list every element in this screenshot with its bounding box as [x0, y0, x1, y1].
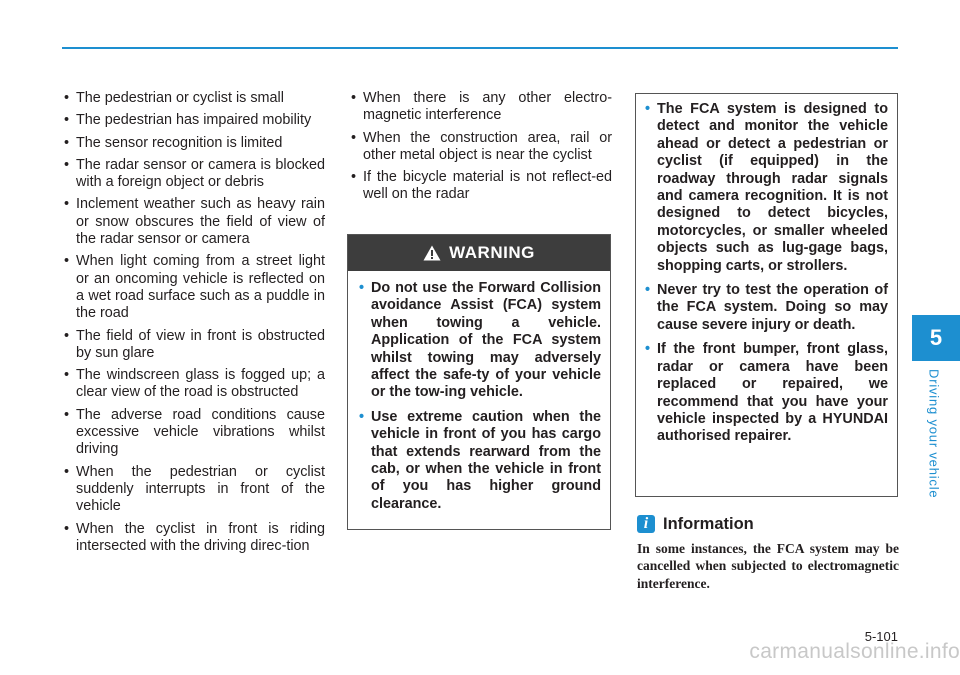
list-item: • The field of view in front is obstructed by sun glare: [60, 328, 325, 363]
chapter-label-text: Driving your vehicle: [926, 368, 942, 499]
list-item: • When light coming from a street light or an oncoming vehicle is reflected on a wet road surface such as a puddle in the road: [60, 253, 325, 322]
warning-header: [348, 235, 610, 271]
info-icon: i: [637, 515, 655, 533]
watermark: carmanualsonline.info: [749, 640, 960, 663]
list-item: • If the bicycle material is not reflect-ed well on the radar: [347, 169, 612, 204]
chapter-number: 5: [929, 325, 943, 350]
top-rule: [62, 47, 898, 49]
chapter-tab: [912, 315, 960, 361]
list-item: • The pedestrian or cyclist is small: [60, 90, 325, 107]
list-item: • The radar sensor or camera is blocked with a foreign object or debris: [60, 157, 325, 192]
chapter-label: [924, 366, 944, 501]
page-number: 5-101: [864, 629, 898, 644]
warning-title: WARNING: [449, 243, 535, 262]
info-text: In some instances, the FCA system may be cancelled when subjected to electromagnetic interference.: [637, 541, 899, 591]
list-item: • The sensor recognition is limited: [60, 135, 325, 152]
warning-box: [347, 234, 611, 530]
caution-item: • If the front bumper, front glass, radar or camera have been replaced or repaired, we recommend that you have your vehicle inspected by a HYUNDAI authorised repairer.: [645, 341, 888, 445]
information-section: [637, 513, 899, 592]
list-item: • The pedestrian has impaired mobility: [60, 112, 325, 129]
list-item: • When the pedestrian or cyclist suddenly interrupts in front of the vehicle: [60, 464, 325, 516]
conditions-column-1: [60, 90, 325, 560]
caution-item: • The FCA system is designed to detect and monitor the vehicle ahead or detect a pedestrian or cyclist (if equipped) in the roadway through radar signals and camera recognition. It is not designed to detect bicycles, motorcycles, or smaller wheeled objects such as lug-gage bags, shopping carts, or strollers.: [645, 101, 888, 275]
info-title: Information: [663, 514, 754, 533]
list-item: • When the construction area, rail or other metal object is near the cyclist: [347, 130, 612, 165]
conditions-list-2: [347, 90, 612, 204]
warning-triangle-icon: [423, 245, 441, 261]
list-item: • When there is any other electro-magnetic interference: [347, 90, 612, 125]
warning-list: [359, 280, 601, 513]
list-item: • Inclement weather such as heavy rain or snow obscures the field of view of the radar sensor or camera: [60, 196, 325, 248]
caution-item: • Never try to test the operation of the FCA system. Doing so may cause severe injury or death.: [645, 282, 888, 334]
warning-item: • Do not use the Forward Collision avoidance Assist (FCA) system when towing a vehicle. Application of the FCA system whilst towing may adversely affect the safe-ty of your vehicle or the tow-ing vehicle.: [359, 280, 601, 402]
list-item: • The adverse road conditions cause excessive vehicle vibrations whilst driving: [60, 407, 325, 459]
conditions-column-2: [347, 90, 612, 209]
list-item: • The windscreen glass is fogged up; a clear view of the road is obstructed: [60, 367, 325, 402]
conditions-list-1: [60, 90, 325, 555]
caution-box: [635, 93, 898, 497]
list-item: • When the cyclist in front is riding intersected with the driving direc-tion: [60, 521, 325, 556]
caution-list: [645, 101, 888, 446]
warning-item: • Use extreme caution when the vehicle in front of you has cargo that extends rearward from the cab, or when the vehicle in front of you has higher ground clearance.: [359, 409, 601, 513]
